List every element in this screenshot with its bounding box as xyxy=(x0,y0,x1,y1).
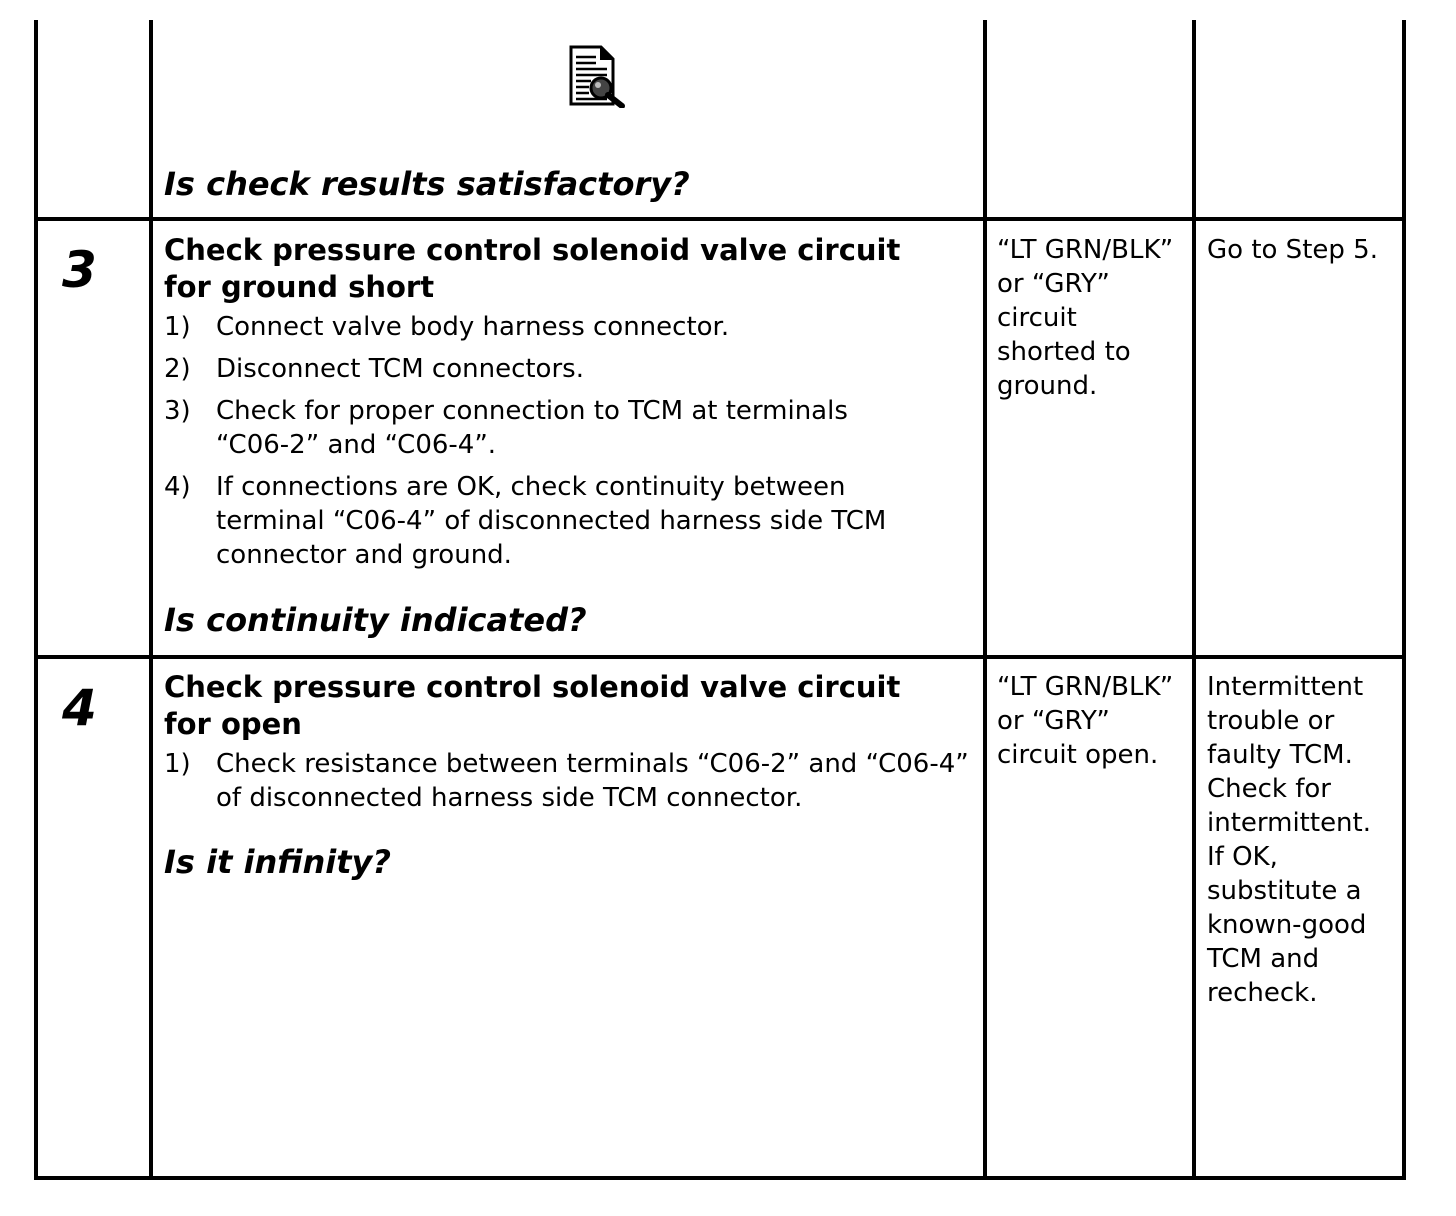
step-3-question: Is continuity indicated? xyxy=(164,601,587,639)
step-3-title-line-1: Check pressure control solenoid valve circuit xyxy=(164,233,901,267)
step-4-question: Is it infinity? xyxy=(164,843,391,881)
list-item xyxy=(164,394,916,462)
step-4-title-line-2: for open xyxy=(164,707,302,741)
document-magnifier-icon xyxy=(567,44,627,108)
step-3-procedure-cell xyxy=(164,232,979,580)
list-item-text: Check resistance between terminals “C06-2” and “C06-4” of disconnected harness side TCM connector. xyxy=(216,749,969,813)
list-item-number: 4) xyxy=(164,472,191,502)
step-4-no-result: Intermittent trouble or faulty TCM. Check for intermittent. If OK, substitute a known-good TCM and recheck. xyxy=(1207,672,1371,1008)
step-3-title-line-2: for ground short xyxy=(164,270,435,304)
list-item-number: 1) xyxy=(164,749,191,779)
list-item-number: 1) xyxy=(164,312,191,342)
list-item-text: Check for proper connection to TCM at terminals “C06-2” and “C06-4”. xyxy=(216,396,848,460)
step-4-title xyxy=(164,669,979,743)
step-number-3: 3 xyxy=(62,241,97,299)
step-3-yes-result: “LT GRN/BLK” or “GRY” circuit shorted to ground. xyxy=(997,235,1174,401)
list-item-number: 2) xyxy=(164,354,191,384)
list-item xyxy=(164,352,979,386)
step-3-action-list xyxy=(164,310,979,572)
list-item xyxy=(164,470,956,572)
list-item-text: Connect valve body harness connector. xyxy=(216,312,730,342)
list-item-number: 3) xyxy=(164,396,191,426)
step-4-procedure-cell xyxy=(164,669,979,823)
list-item xyxy=(164,747,976,815)
step-4-title-line-1: Check pressure control solenoid valve circuit xyxy=(164,670,901,704)
step-4-action-list xyxy=(164,747,979,815)
list-item-text: Disconnect TCM connectors. xyxy=(216,354,584,384)
top-row-question: Is check results satisfactory? xyxy=(164,165,690,203)
step-3-no-result: Go to Step 5. xyxy=(1207,235,1378,265)
step-4-yes-result: “LT GRN/BLK” or “GRY” circuit open. xyxy=(997,672,1174,770)
list-item xyxy=(164,310,979,344)
step-3-title xyxy=(164,232,979,306)
step-number-4: 4 xyxy=(62,679,97,737)
list-item-text: If connections are OK, check continuity between terminal “C06-4” of disconnected harness side TCM connector and ground. xyxy=(216,472,887,570)
top-row-procedure-cell xyxy=(164,20,979,219)
